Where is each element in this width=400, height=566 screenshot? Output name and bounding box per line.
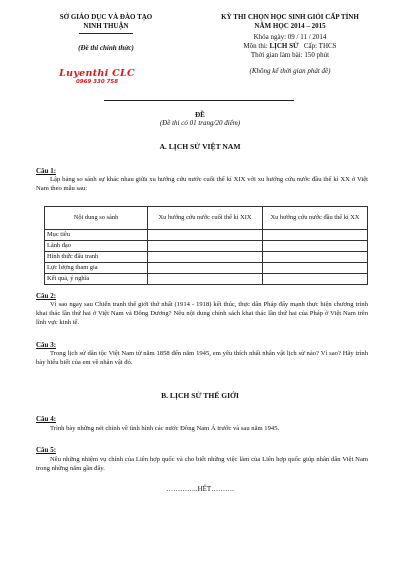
time-allowed: Thời gian làm bài: 150 phút (250, 51, 330, 59)
subject-line (196, 42, 384, 51)
table-cell (263, 241, 368, 252)
table-row-label: Kết quả, ý nghĩa (45, 274, 148, 285)
section-a-title: A. LỊCH SỬ VIỆT NAM (159, 142, 241, 151)
department-line-2: NINH THUẬN (83, 22, 129, 30)
table-cell (148, 241, 263, 252)
department-name (36, 13, 176, 31)
table-header-row (45, 207, 368, 230)
table-cell (263, 274, 368, 285)
department-line-1: SỞ GIÁO DỤC VÀ ĐÀO TẠO (59, 13, 153, 21)
table-cell (148, 274, 263, 285)
end-mark: …………..HẾT………. (166, 485, 234, 493)
table-header-cell: Xu hướng cứu nước đầu thế kỉ XX (263, 207, 368, 230)
table-row-label: Lãnh đạo (45, 241, 148, 252)
question-1-text: Lập bảng so sánh sự khác nhau giữa xu hướng cứu nước cuối thế kỉ XIX với xu hướng cứu nước đầu thế kỉ XX ở Việt Nam theo mẫu sau: (36, 176, 368, 192)
exam-level: Cấp: THCS (298, 42, 337, 50)
logo-name: Luyenthi CLC (59, 68, 135, 79)
question-5-label: Câu 5: (36, 446, 57, 454)
question-3-text: Trong lịch sử dân tộc Việt Nam từ năm 1858 đến năm 1945, em yêu thích nhất nhân vật lịch sử nào? Vì sao? Hãy trình bày hiểu biết của em về nhân vật đó. (36, 350, 368, 366)
table-cell (148, 252, 263, 263)
exam-title-line-1: KỲ THI CHỌN HỌC SINH GIỎI CẤP TỈNH (221, 13, 359, 21)
exam-title-line-2: NĂM HỌC 2014 – 2015 (254, 22, 326, 30)
question-2-text: Vì sao ngay sau Chiến tranh thế giới thứ nhất (1914 - 1918) kết thúc, thực dân Pháp đẩy mạnh thực hiện chương trình khai thác lần thứ hai ở Việt Nam và Đông Dương? Nêu nội dung chính sách khai thác lần thứ hai của Pháp ở Việt Nam trên lĩnh vực kinh tế. (36, 301, 368, 326)
table-row (45, 241, 368, 252)
de-title: ĐỀ (195, 111, 205, 119)
official-label: (Đề thi chính thức) (78, 44, 134, 52)
table-row (45, 230, 368, 241)
publisher-logo (52, 68, 142, 86)
de-subtitle: (Đề thi có 01 trang/20 điểm) (159, 119, 241, 127)
exam-date: Khóa ngày: 09 / 11 / 2014 (253, 33, 327, 41)
table-cell (148, 263, 263, 274)
table-row-label: Hình thức đấu tranh (45, 252, 148, 263)
logo-phone: 0969 330 758 (75, 79, 119, 85)
time-note: (Không kể thời gian phát đề) (249, 67, 331, 75)
question-4-text: Trình bày những nét chính về tình hình các nước Đông Nam Á trước và sau năm 1945. (50, 425, 280, 432)
table-row-label: Mục tiêu (45, 230, 148, 241)
department-underline (79, 33, 133, 34)
subject-prefix: Môn thi: (243, 42, 270, 50)
table-cell (263, 263, 368, 274)
table-row-label: Lực lượng tham gia (45, 263, 148, 274)
table-row (45, 252, 368, 263)
question-3-label: Câu 3: (36, 341, 57, 349)
table-cell (263, 252, 368, 263)
section-b-title: B. LỊCH SỬ THẾ GIỚI (161, 391, 239, 400)
table-row (45, 263, 368, 274)
header-divider (104, 100, 294, 101)
table-header-cell: Xu hướng cứu nước cuối thế kỉ XIX (148, 207, 263, 230)
question-4-label: Câu 4: (36, 415, 57, 423)
subject-name: LỊCH SỬ (269, 42, 299, 50)
table-cell (263, 230, 368, 241)
table-row (45, 274, 368, 285)
comparison-table (44, 206, 368, 285)
table-header-cell: Nội dung so sánh (45, 207, 148, 230)
question-5-text: Nêu những nhiệm vụ chính của Liên hợp quốc và cho biết những việc làm của Liên hợp quốc giúp nhân dân Việt Nam trong những năm gần đây. (36, 456, 368, 472)
table-cell (148, 230, 263, 241)
question-2-label: Câu 2: (36, 292, 57, 300)
question-1-label: Câu 1: (36, 167, 57, 175)
exam-title (196, 13, 384, 31)
